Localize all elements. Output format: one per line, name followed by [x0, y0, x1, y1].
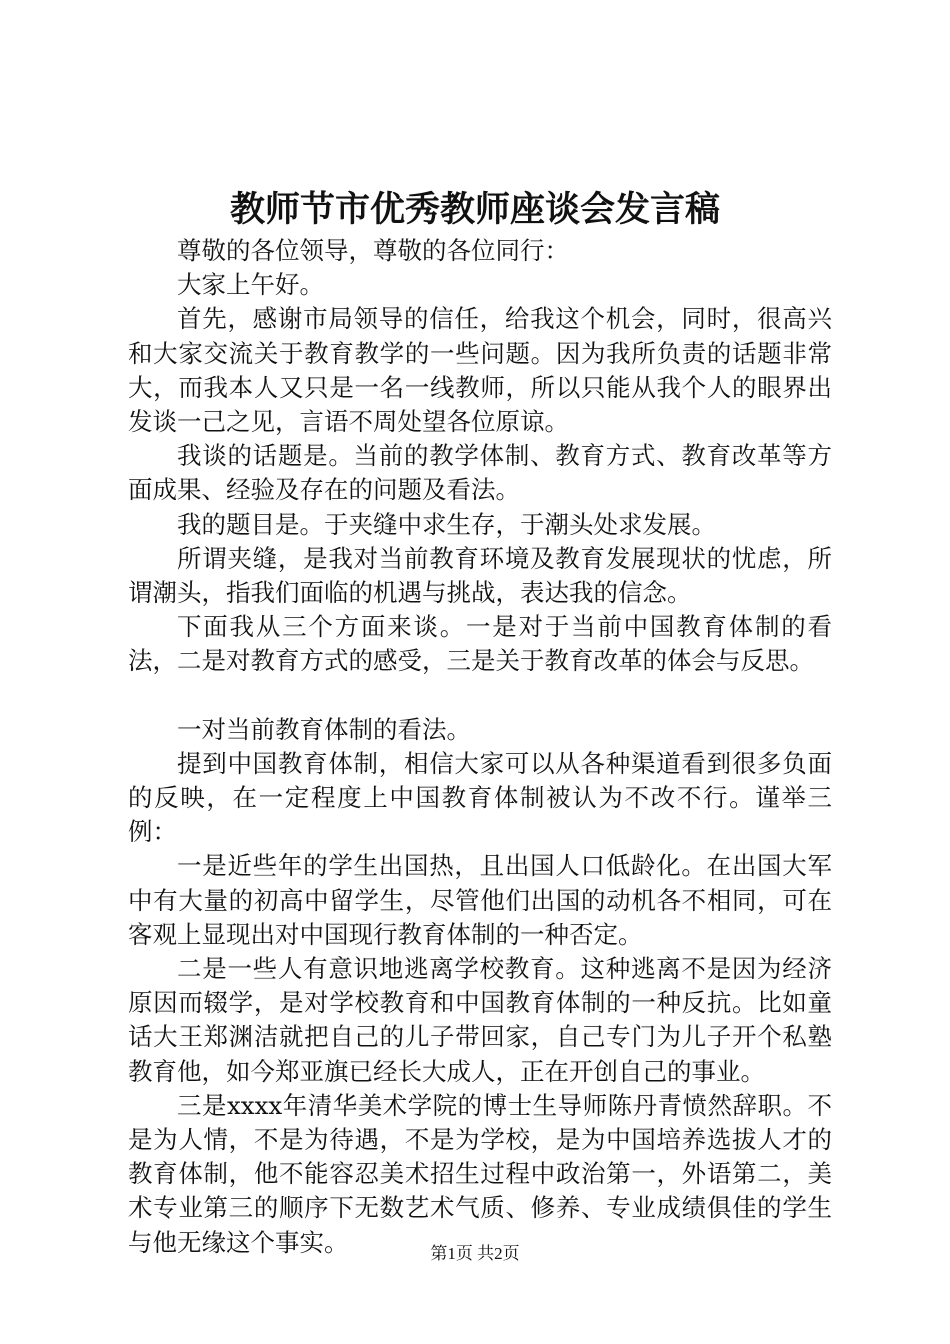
document-body [128, 234, 832, 1260]
paragraph: 一是近些年的学生出国热，且出国人口低龄化。在出国大军中有大量的初高中留学生，尽管他们出国的动机各不相同，可在客观上显现出对中国现行教育体制的一种否定。 [128, 851, 832, 949]
document-title: 教师节市优秀教师座谈会发言稿 [229, 189, 720, 230]
page-footer: 第1页 共2页 [430, 1244, 520, 1263]
paragraph: 下面我从三个方面来谈。一是对于当前中国教育体制的看法，二是对教育方式的感受，三是关于教育改革的体会与反思。 [128, 612, 832, 676]
paragraph: 所谓夹缝，是我对当前教育环境及教育发展现状的忧虑，所谓潮头，指我们面临的机遇与挑战，表达我的信念。 [128, 543, 832, 608]
paragraph: 二是一些人有意识地逃离学校教育。这种逃离不是因为经济原因而辍学，是对学校教育和中国教育体制的一种反抗。比如童话大王郑渊洁就把自己的儿子带回家，自己专门为儿子开个私塾教育他，如今郑亚旗已经长大成人，正在开创自己的事业。 [128, 954, 832, 1086]
salutation: 尊敬的各位领导，尊敬的各位同行： [177, 236, 569, 265]
paragraph: 我的题目是。于夹缝中求生存，于潮头处求发展。 [177, 509, 716, 539]
blank-line [128, 679, 832, 713]
greeting: 大家上午好。 [177, 270, 324, 300]
paragraph: 我谈的话题是。当前的教学体制、教育方式、教育改革等方面成果、经验及存在的问题及看法。 [128, 441, 832, 505]
paragraph: 首先，感谢市局领导的信任，给我这个机会，同时，很高兴和大家交流关于教育教学的一些问题。因为我所负责的话题非常大，而我本人又只是一名一线教师，所以只能从我个人的眼界出发谈一己之见，言语不周处望各位原谅。 [128, 304, 832, 437]
paragraph: 三是xxxx年清华美术学院的博士生导师陈丹青愤然辞职。不是为人情，不是为待遇，不是为学校，是为中国培养选拔人才的教育体制，他不能容忍美术招生过程中政治第一，外语第二，美术专业第三的顺序下无数艺术气质、修养、专业成绩俱佳的学生与他无缘这个事实。 [128, 1090, 832, 1257]
section-heading: 一对当前教育体制的看法。 [177, 714, 471, 744]
paragraph: 提到中国教育体制，相信大家可以从各种渠道看到很多负面的反映，在一定程度上中国教育体制被认为不改不行。谨举三例： [128, 748, 832, 847]
